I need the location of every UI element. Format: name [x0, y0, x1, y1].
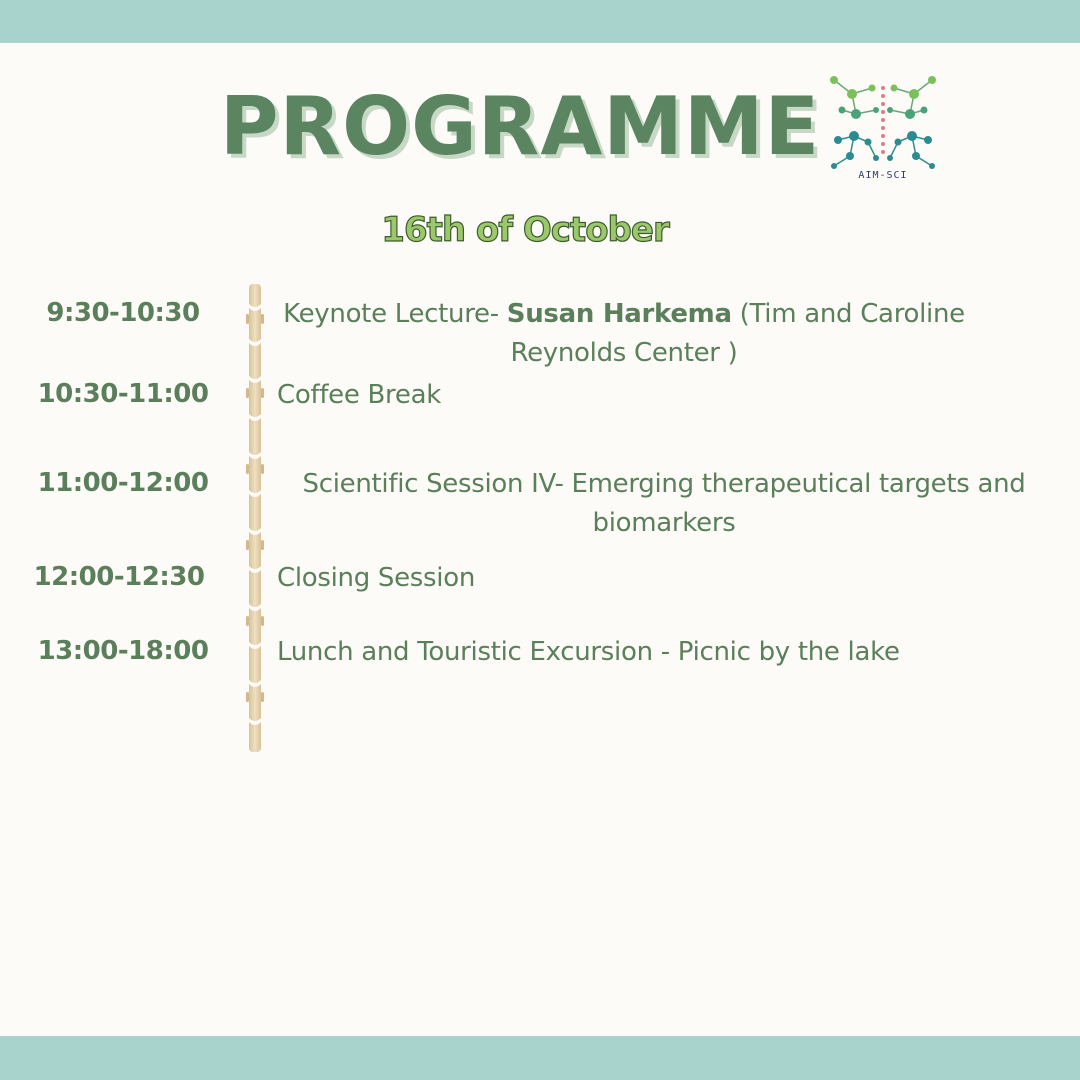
schedule-time: 10:30-11:00: [37, 379, 209, 409]
speaker-name: Susan Harkema: [506, 299, 732, 329]
top-band: [0, 0, 1080, 43]
page-title: PROGRAMME: [219, 80, 821, 173]
schedule-time: 11:00-12:00: [37, 468, 209, 498]
schedule-time: 12:00-12:30: [33, 562, 205, 592]
date-heading: 16th of October: [381, 210, 669, 250]
spine-icon: [244, 284, 266, 752]
schedule-time: 9:30-10:30: [46, 298, 200, 328]
schedule-description: Closing Session: [277, 563, 476, 593]
schedule-description: Coffee Break: [277, 380, 441, 410]
logo-label: AIM-SCI: [858, 170, 908, 181]
schedule-description: [268, 295, 980, 373]
schedule-description: Lunch and Touristic Excursion - Picnic by the lake: [277, 637, 900, 667]
bottom-band: [0, 1036, 1080, 1080]
schedule-description-suffix: (Tim and Caroline Reynolds Center ): [510, 299, 965, 368]
schedule-description-prefix: Keynote Lecture-: [283, 299, 507, 329]
schedule-time: 13:00-18:00: [37, 636, 209, 666]
schedule-description: Scientific Session IV- Emerging therapeutical targets and biomarkers: [302, 469, 1026, 538]
